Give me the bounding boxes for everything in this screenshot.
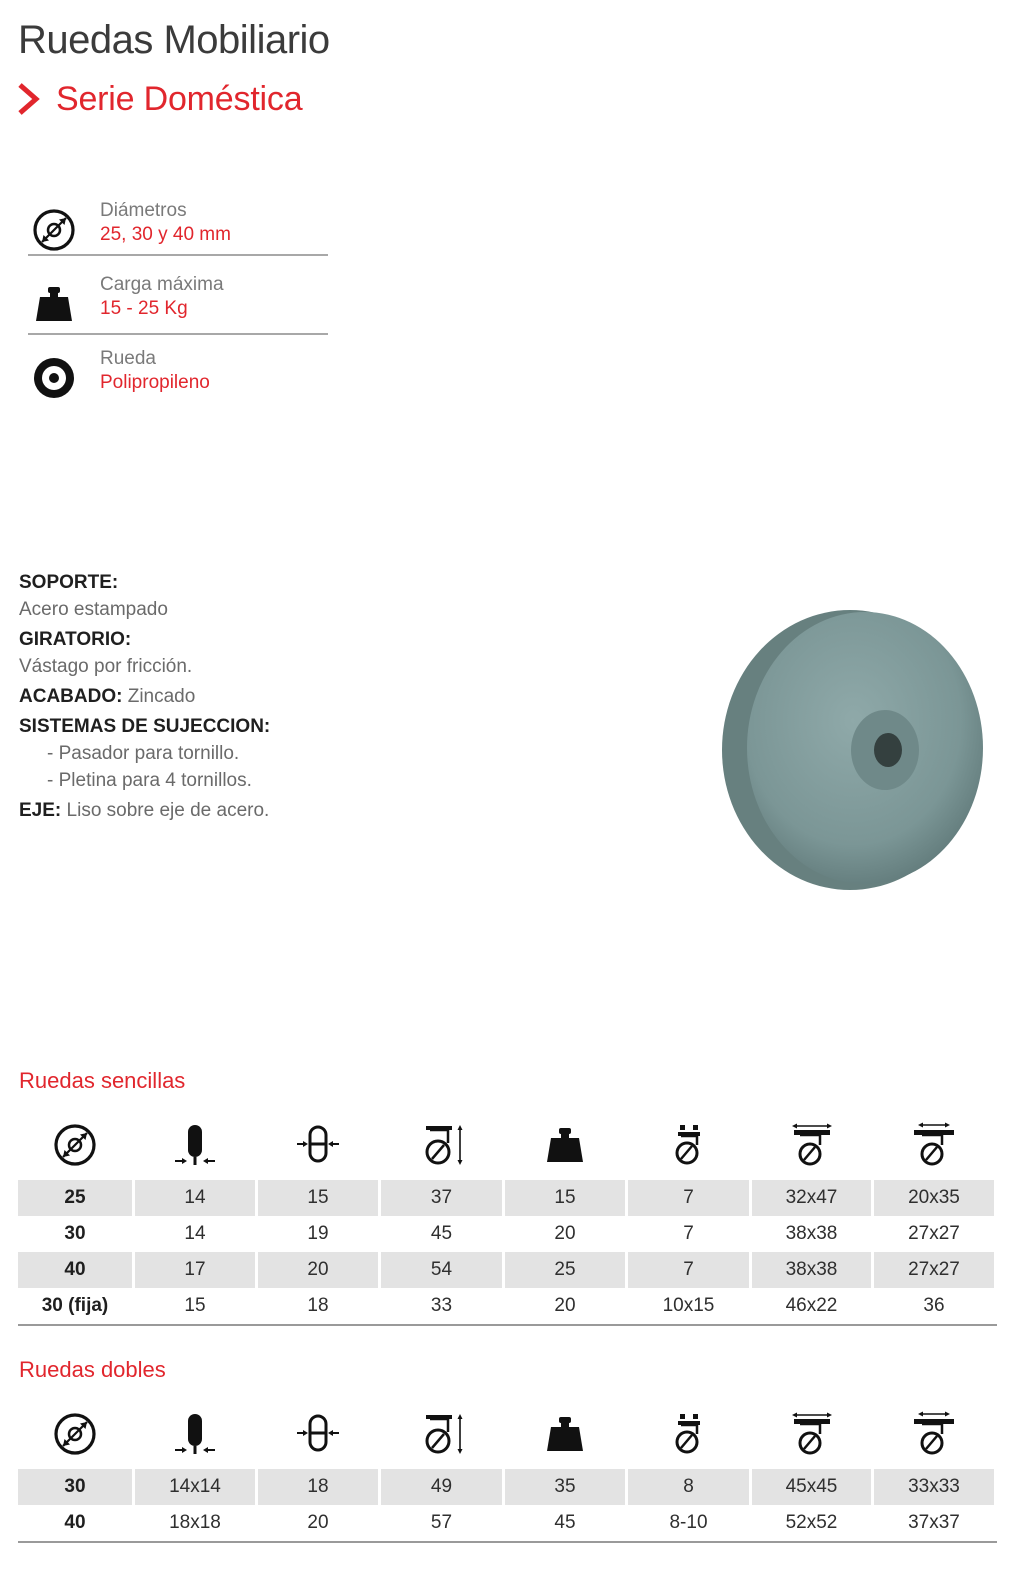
- spec-label: Diámetros: [100, 200, 187, 221]
- col-load: [505, 1403, 625, 1469]
- acabado-value: Zincado: [127, 686, 196, 707]
- soporte-value: Acero estampado: [19, 599, 168, 620]
- table-cell: 18: [258, 1469, 378, 1505]
- col-load: [505, 1114, 625, 1180]
- col-diameter: [18, 1114, 132, 1180]
- col-bolt-hole: [628, 1114, 749, 1180]
- table-bottom-rule: [18, 1541, 997, 1543]
- eje-value: Liso sobre eje de acero.: [66, 800, 270, 821]
- table-sencillas: [15, 1114, 997, 1324]
- col-wheel-width: [135, 1403, 255, 1469]
- table-cell: 8: [628, 1469, 749, 1505]
- table-row: [18, 1505, 994, 1541]
- product-wheel-image: [700, 590, 1000, 910]
- table-cell: 14x14: [135, 1469, 255, 1505]
- plate-size-icon: [788, 1121, 836, 1169]
- col-total-height: [381, 1403, 502, 1469]
- diameter-icon: [51, 1410, 99, 1458]
- weight-icon: [541, 1410, 589, 1458]
- table-header-row: [18, 1403, 994, 1469]
- bolt-hole-icon: [665, 1410, 713, 1458]
- table-dobles: [15, 1403, 997, 1541]
- acabado-label: ACABADO:: [19, 686, 123, 707]
- acabado-line: [19, 683, 270, 710]
- table-bottom-rule: [18, 1324, 997, 1326]
- product-description: [19, 569, 270, 824]
- diameter-icon: [51, 1121, 99, 1169]
- spec-value: 25, 30 y 40 mm: [100, 224, 231, 245]
- table-cell: 30 (fija): [41, 1295, 109, 1316]
- table-cell: 20: [554, 1295, 576, 1316]
- table-cell: 18x18: [169, 1512, 221, 1533]
- bolt-spacing-icon: [910, 1410, 958, 1458]
- table-cell: 38x38: [752, 1252, 871, 1288]
- weight-icon: [541, 1121, 589, 1169]
- total-height-icon: [418, 1121, 466, 1169]
- giratorio-label: GIRATORIO:: [19, 629, 132, 650]
- table-cell: 40: [18, 1252, 132, 1288]
- eje-line: [19, 797, 270, 824]
- table-cell: 14: [135, 1180, 255, 1216]
- spec-value: Polipropileno: [100, 372, 210, 393]
- table-cell: 20x35: [874, 1180, 994, 1216]
- col-wheel-width: [135, 1114, 255, 1180]
- sistemas-item: - Pasador para tornillo.: [47, 743, 240, 764]
- table-cell: 37: [381, 1180, 502, 1216]
- spec-max-load: [28, 272, 328, 342]
- section-title-sencillas: Ruedas sencillas: [19, 1068, 186, 1093]
- page-title: Ruedas Mobiliario: [18, 18, 330, 62]
- table-cell: 15: [505, 1180, 625, 1216]
- hub-length-icon: [294, 1410, 342, 1458]
- table-cell: 25: [18, 1180, 132, 1216]
- table-cell: 46x22: [785, 1295, 838, 1316]
- table-cell: 20: [258, 1252, 378, 1288]
- bolt-spacing-icon: [910, 1121, 958, 1169]
- table-cell: 33x33: [874, 1469, 994, 1505]
- table-row: [18, 1469, 994, 1505]
- col-diameter: [18, 1403, 132, 1469]
- wheel-width-icon: [171, 1410, 219, 1458]
- table-cell: 27x27: [908, 1223, 960, 1244]
- table-cell: 35: [505, 1469, 625, 1505]
- table-cell: 25: [505, 1252, 625, 1288]
- subtitle-row: [14, 76, 302, 122]
- page-subtitle: Serie Doméstica: [56, 79, 303, 118]
- bolt-hole-icon: [665, 1121, 713, 1169]
- table-cell: 20: [554, 1223, 576, 1244]
- soporte-label: SOPORTE:: [19, 572, 119, 593]
- wheel-width-icon: [171, 1121, 219, 1169]
- table-cell: 33: [430, 1295, 453, 1316]
- table-row: [18, 1216, 994, 1252]
- diameter-icon: [30, 206, 78, 254]
- table-cell: 7: [628, 1180, 749, 1216]
- col-total-height: [381, 1114, 502, 1180]
- col-hub-length: [258, 1403, 378, 1469]
- col-bolt-spacing: [874, 1403, 994, 1469]
- section-title-dobles: Ruedas dobles: [19, 1357, 166, 1382]
- table-cell: 45x45: [752, 1469, 871, 1505]
- divider: [28, 333, 328, 335]
- giratorio-value: Vástago por fricción.: [19, 656, 193, 677]
- table-cell: 8-10: [669, 1512, 708, 1533]
- table-cell: 15: [258, 1180, 378, 1216]
- col-plate-size: [752, 1403, 871, 1469]
- wheel-icon: [30, 354, 78, 402]
- table-cell: 52x52: [785, 1512, 838, 1533]
- col-bolt-spacing: [874, 1114, 994, 1180]
- table-cell: 15: [184, 1295, 206, 1316]
- weight-icon: [30, 280, 78, 328]
- chevron-right-icon: [14, 79, 44, 119]
- table-cell: 40: [64, 1512, 86, 1533]
- total-height-icon: [418, 1410, 466, 1458]
- table-cell: 57: [430, 1512, 453, 1533]
- table-row: [18, 1252, 994, 1288]
- table-cell: 7: [628, 1252, 749, 1288]
- table-cell: 7: [683, 1223, 694, 1244]
- table-cell: 36: [923, 1295, 945, 1316]
- sistemas-item: - Pletina para 4 tornillos.: [47, 770, 252, 791]
- col-hub-length: [258, 1114, 378, 1180]
- table-cell: 18: [307, 1295, 329, 1316]
- table-row: [18, 1180, 994, 1216]
- table-header-row: [18, 1114, 994, 1180]
- table-cell: 54: [381, 1252, 502, 1288]
- hub-length-icon: [294, 1121, 342, 1169]
- table-cell: 10x15: [662, 1295, 715, 1316]
- table-cell: 38x38: [785, 1223, 838, 1244]
- spec-label: Carga máxima: [100, 274, 224, 295]
- table-cell: 27x27: [874, 1252, 994, 1288]
- table-cell: 37x37: [908, 1512, 960, 1533]
- table-cell: 45: [554, 1512, 576, 1533]
- table-cell: 30: [64, 1223, 86, 1244]
- table-cell: 32x47: [752, 1180, 871, 1216]
- plate-size-icon: [788, 1410, 836, 1458]
- eje-label: EJE:: [19, 800, 62, 821]
- table-cell: 45: [430, 1223, 453, 1244]
- table-cell: 19: [307, 1223, 329, 1244]
- table-cell: 30: [18, 1469, 132, 1505]
- col-plate-size: [752, 1114, 871, 1180]
- table-cell: 17: [135, 1252, 255, 1288]
- spec-diameters: [28, 198, 328, 268]
- table-cell: 49: [381, 1469, 502, 1505]
- table-cell: 20: [307, 1512, 329, 1533]
- sistemas-label: SISTEMAS DE SUJECCION:: [19, 716, 271, 737]
- table-row: [18, 1288, 994, 1324]
- col-bolt-hole: [628, 1403, 749, 1469]
- table-cell: 14: [184, 1223, 206, 1244]
- spec-wheel: [28, 346, 328, 416]
- spec-value: 15 - 25 Kg: [100, 298, 188, 319]
- divider: [28, 254, 328, 256]
- spec-label: Rueda: [100, 348, 156, 369]
